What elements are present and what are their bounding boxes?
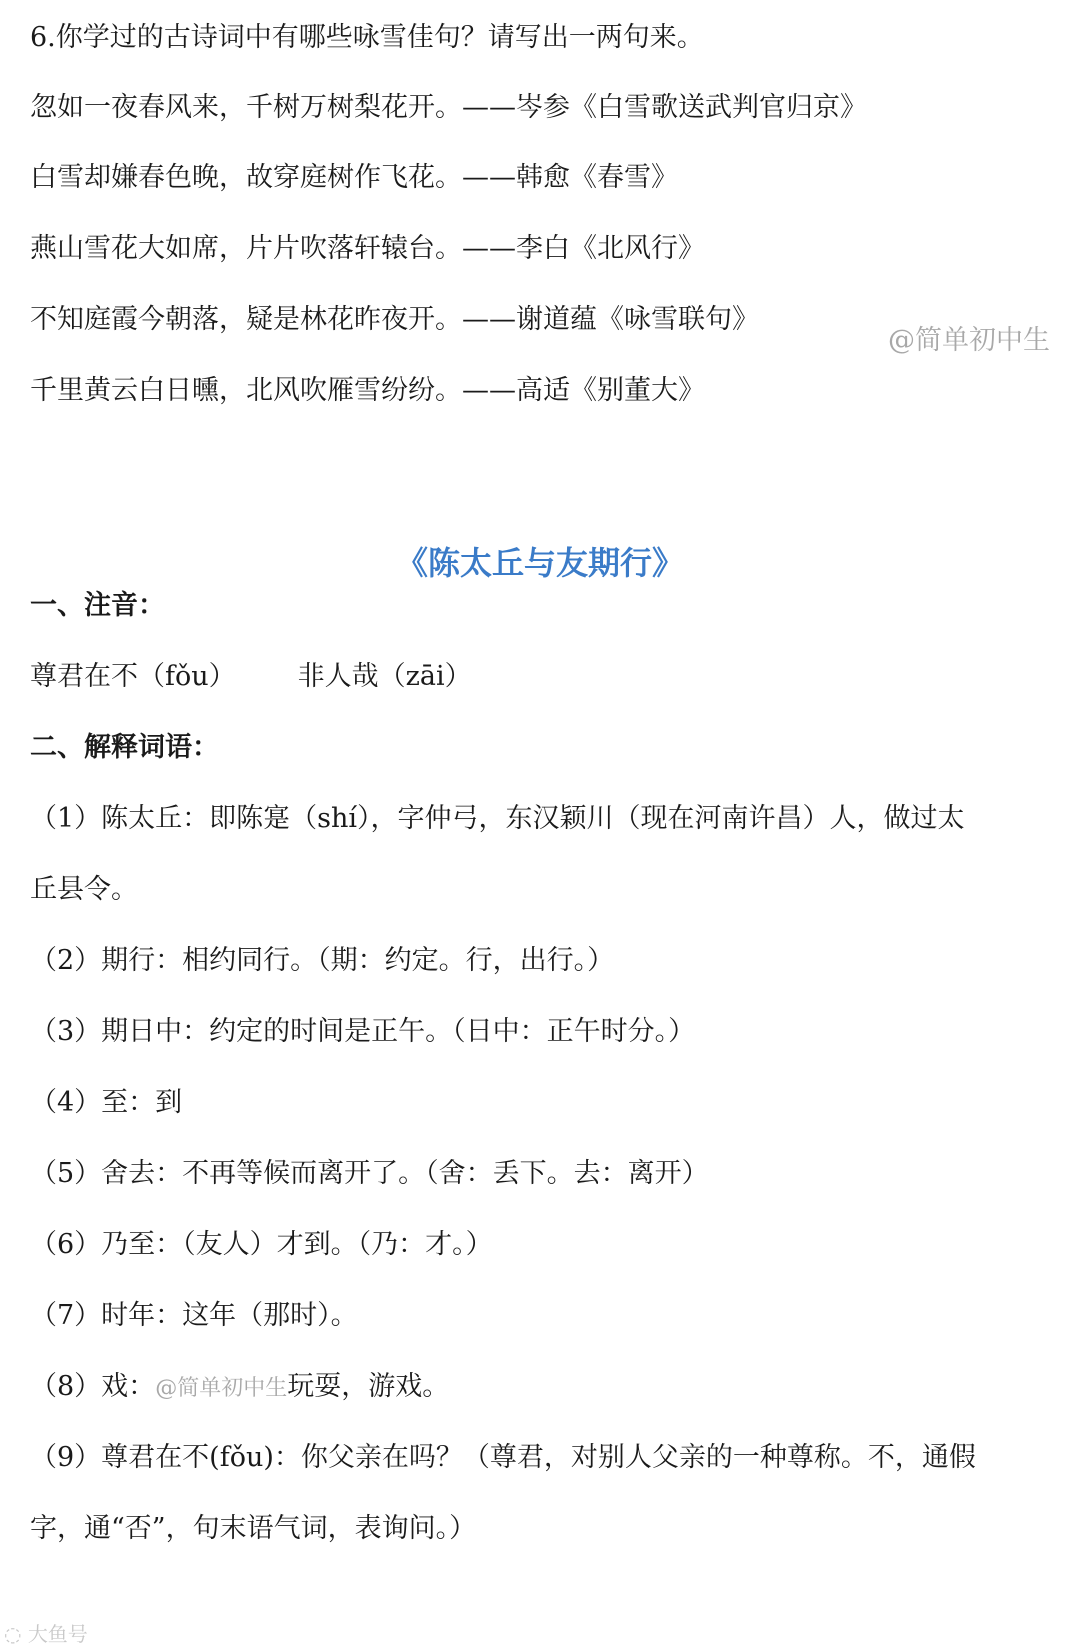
poem-line-4: 不知庭霞今朝落，疑是林花昨夜开。——谢道蕴《咏雪联句》 [30, 304, 759, 335]
definition-1-line-2: 丘县令。 [30, 874, 138, 905]
definition-5: （5）舍去：不再等候而离开了。（舍：丢下。去：离开） [30, 1158, 709, 1189]
pinyin-line [30, 657, 472, 697]
definition-7: （7）时年：这年（那时）。 [30, 1300, 358, 1331]
definition-6: （6）乃至：（友人）才到。（乃：才。） [30, 1229, 493, 1260]
poem-line-2: 白雪却嫌春色晚，故穿庭树作飞花。——韩愈《春雪》 [30, 162, 678, 193]
poem-line-5: 千里黄云白日曛，北风吹雁雪纷纷。——高适《别董大》 [30, 375, 705, 406]
definition-9-line-2: 字，通“否”，句末语气词，表询问。） [30, 1513, 477, 1544]
definition-8-term: （8）戏： [30, 1371, 156, 1402]
definition-1-line-1: （1）陈太丘：即陈寔（shí），字仲弓，东汉颖川（现在河南许昌）人，做过太 [30, 803, 965, 834]
poem-line-3: 燕山雪花大如席，片片吹落轩辕台。——李白《北风行》 [30, 233, 705, 264]
lesson-title: 《陈太丘与友期行》 [395, 544, 684, 582]
fish-logo-icon: ◌ [4, 1622, 28, 1646]
watermark-right: @简单初中生 [888, 325, 1050, 356]
question-6: 6.你学过的古诗词中有哪些咏雪佳句？请写出一两句来。 [30, 22, 704, 53]
definition-4: （4）至：到 [30, 1087, 183, 1118]
definition-9-line-1: （9）尊君在不(fǒu)：你父亲在吗？（尊君，对别人父亲的一种尊称。不，通假 [30, 1442, 976, 1473]
definition-2: （2）期行：相约同行。（期：约定。行，出行。） [30, 945, 615, 976]
definition-3: （3）期日中：约定的时间是正午。（日中：正午时分。） [30, 1016, 696, 1047]
section-1-heading: 一、注音： [30, 590, 165, 621]
definition-8 [30, 1367, 449, 1409]
footer-watermark: ◌ 大鱼号 [4, 1622, 88, 1646]
pinyin-item-1: 尊君在不（fǒu） [30, 661, 236, 692]
watermark-inline: @简单初中生 [155, 1376, 288, 1401]
definition-8-text: 玩耍，游戏。 [287, 1371, 450, 1402]
pinyin-item-2: 非人哉（zāi） [297, 661, 472, 692]
poem-line-1: 忽如一夜春风来，千树万树梨花开。——岑参《白雪歌送武判官归京》 [30, 92, 867, 123]
section-2-heading: 二、解释词语： [30, 732, 219, 763]
